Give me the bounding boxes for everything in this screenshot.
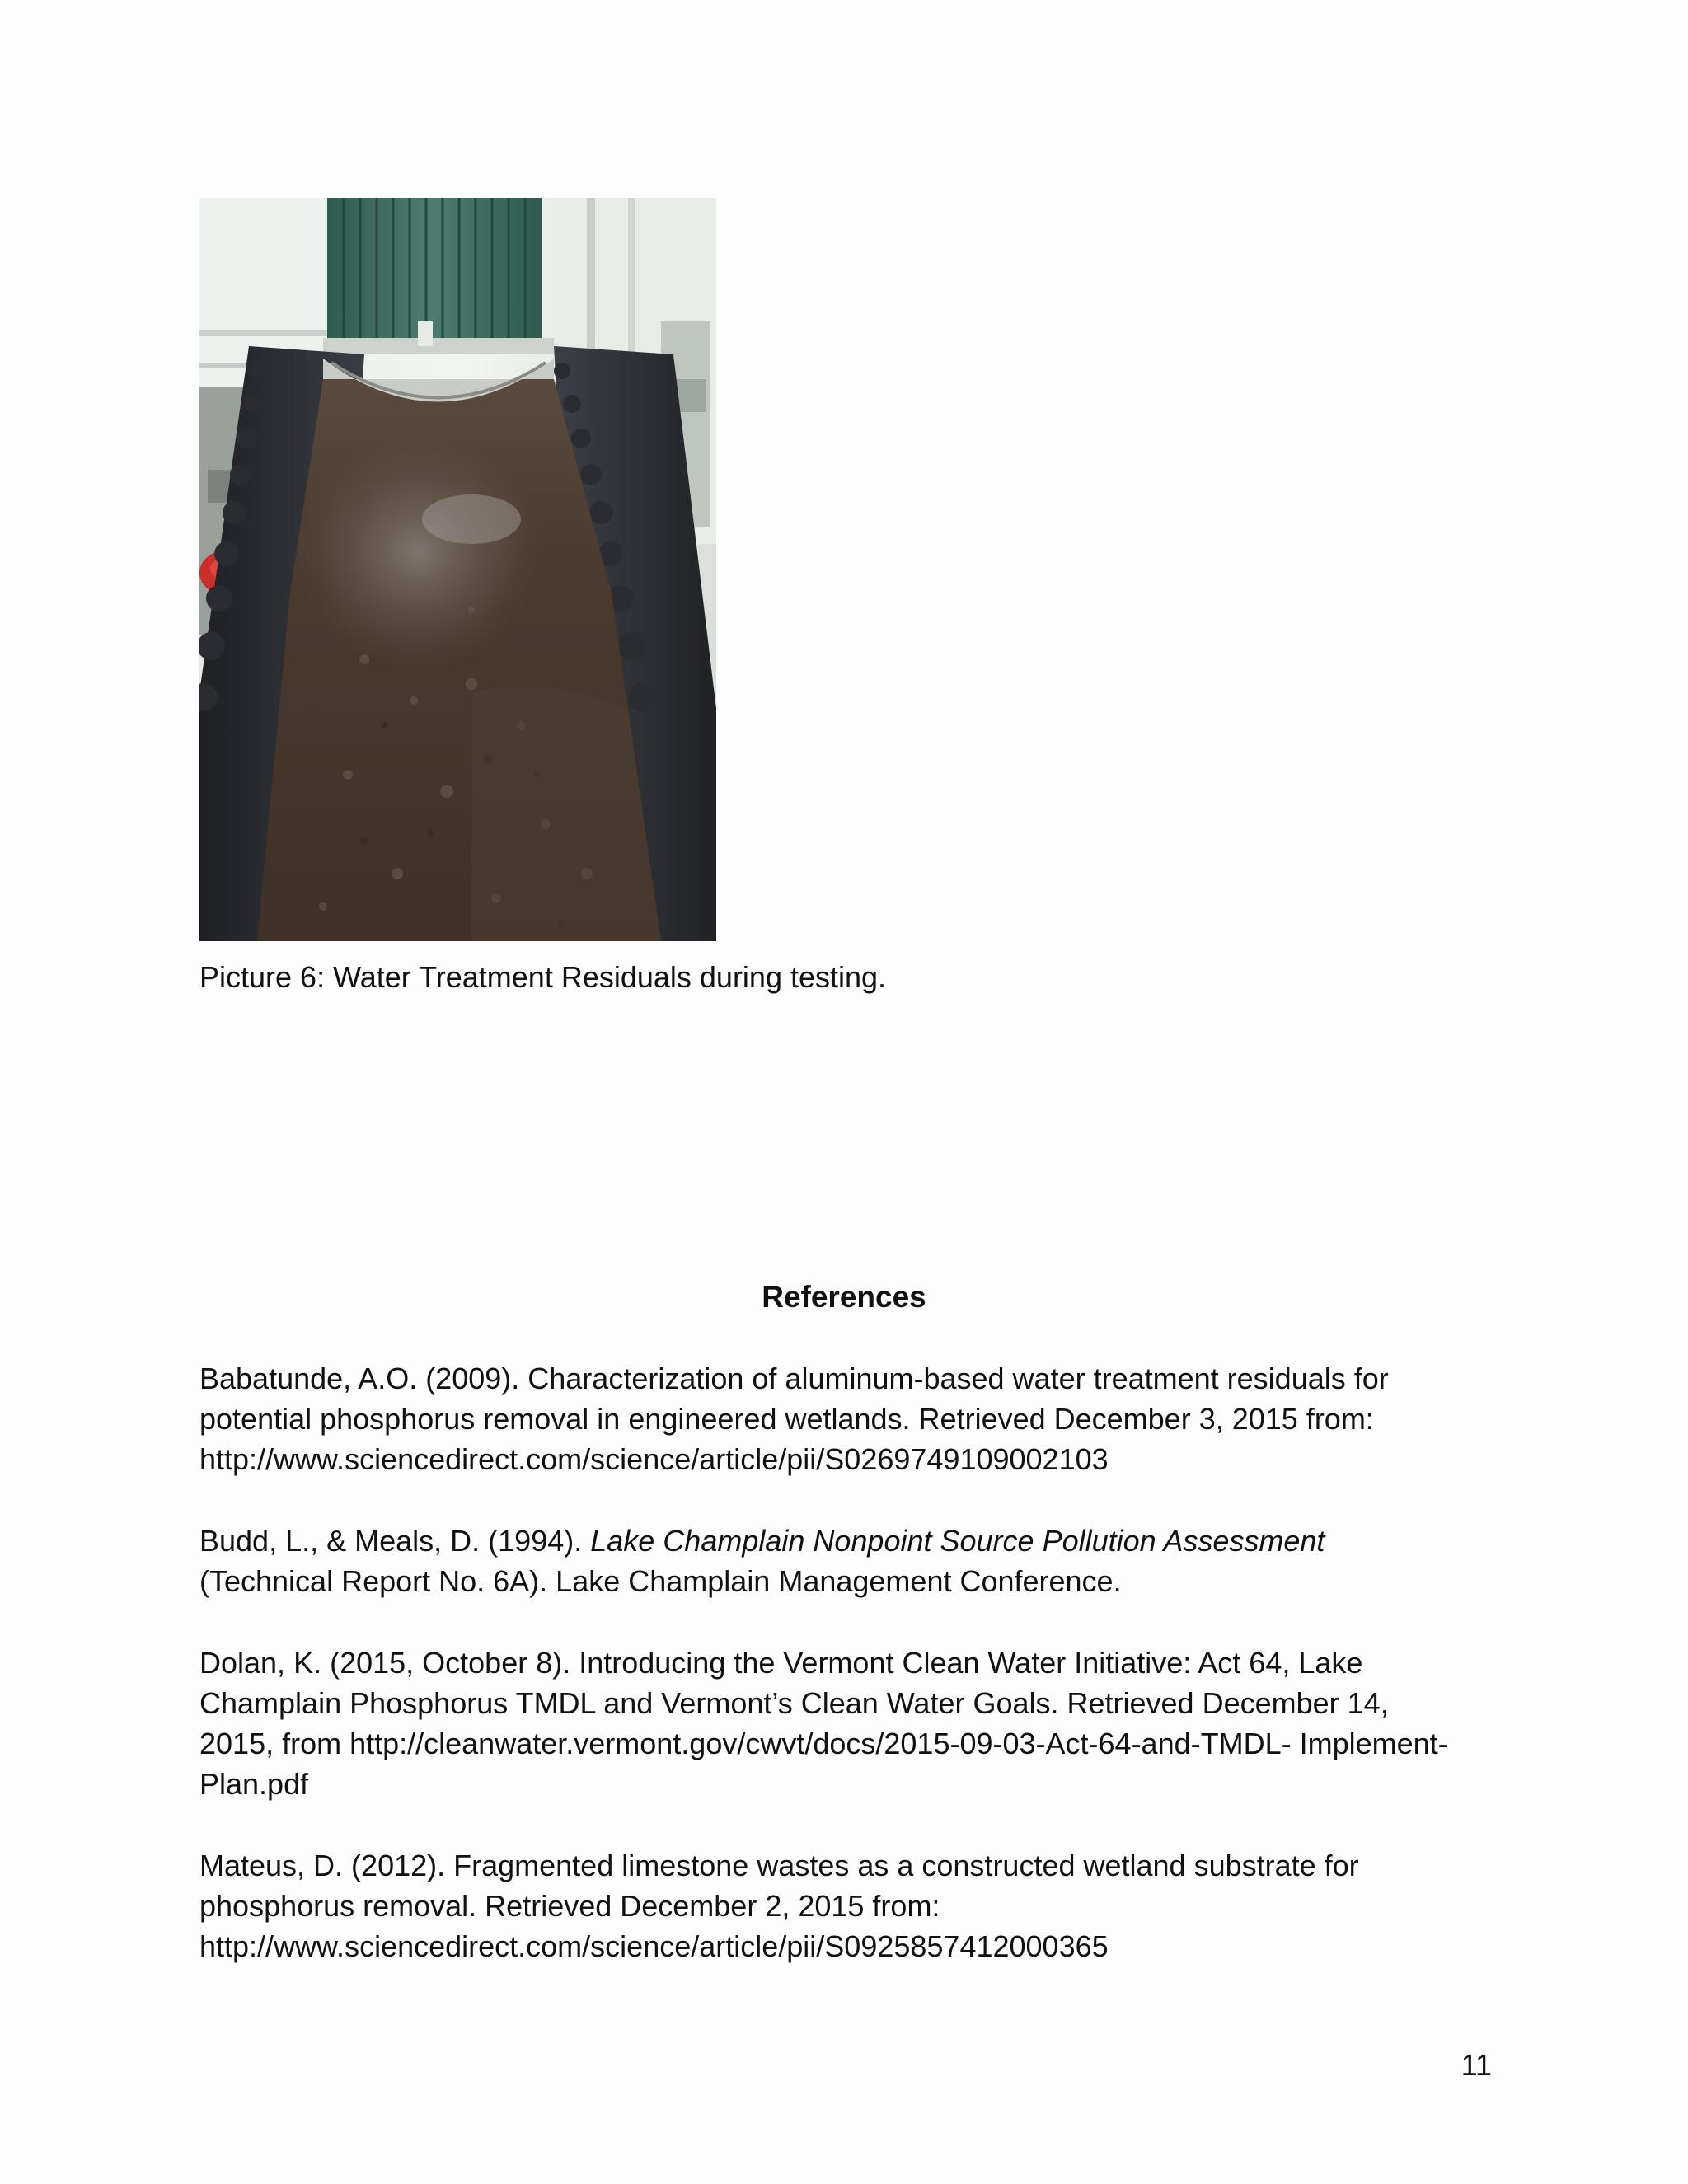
- reference-item-babatunde: [199, 1358, 1493, 1479]
- wetland-trough-photo: [199, 198, 716, 941]
- reference-item-budd: [199, 1521, 1493, 1601]
- reference-line: potential phosphorus removal in engineered wetlands. Retrieved December 3, 2015 from:: [199, 1402, 1374, 1436]
- reference-authors: Budd, L., & Meals, D. (1994).: [199, 1524, 591, 1558]
- reference-line: Babatunde, A.O. (2009). Characterization of aluminum-based water treatment residuals for: [199, 1361, 1389, 1395]
- reference-line: Mateus, D. (2012). Fragmented limestone wastes as a constructed wetland substrate for: [199, 1849, 1359, 1882]
- reference-line: Plan.pdf: [199, 1767, 309, 1801]
- reference-url: 2015, from http://cleanwater.vermont.gov/cwvt/docs/2015-09-03-Act-64-and-TMDL- Implement-: [199, 1727, 1448, 1760]
- reference-item-mateus: [199, 1845, 1493, 1966]
- reference-item-dolan: [199, 1643, 1493, 1804]
- reference-line: phosphorus removal. Retrieved December 2, 2015 from:: [199, 1889, 940, 1923]
- reference-url: http://www.sciencedirect.com/science/article/pii/S0269749109002103: [199, 1442, 1109, 1476]
- reference-title: Lake Champlain Nonpoint Source Pollution Assessment: [590, 1524, 1325, 1558]
- photo-drawing: [199, 198, 716, 941]
- reference-url: http://www.sciencedirect.com/science/article/pii/S0925857412000365: [199, 1929, 1109, 1963]
- reference-line: (Technical Report No. 6A). Lake Champlain Management Conference.: [199, 1564, 1122, 1598]
- page-number: 11: [1461, 2048, 1492, 2082]
- reference-line: Dolan, K. (2015, October 8). Introducing the Vermont Clean Water Initiative: Act 64, Lake: [199, 1646, 1363, 1680]
- reference-line: Champlain Phosphorus TMDL and Vermont’s Clean Water Goals. Retrieved December 14,: [199, 1686, 1389, 1720]
- figure-caption: Picture 6: Water Treatment Residuals during testing.: [199, 960, 887, 994]
- references-list: [199, 1358, 1493, 2008]
- references-heading: References: [762, 1280, 926, 1314]
